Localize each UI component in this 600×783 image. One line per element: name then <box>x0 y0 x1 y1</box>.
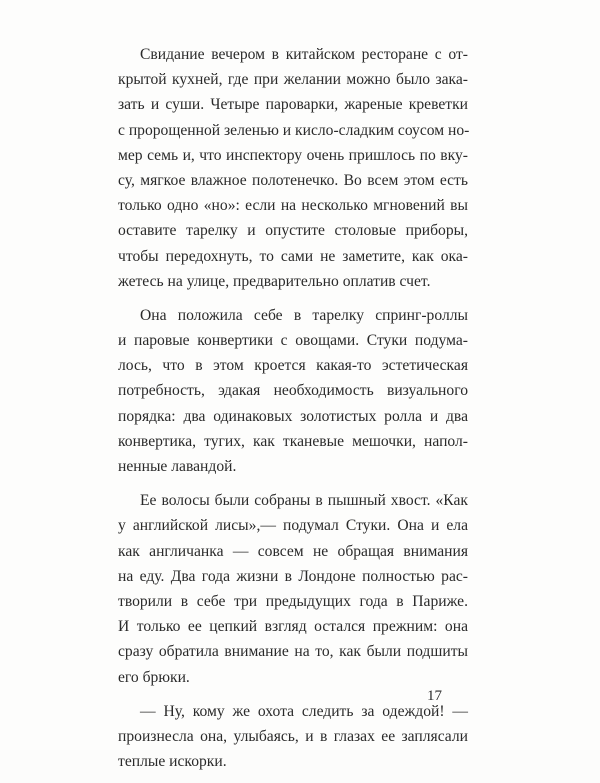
text-line: только одно «но»: если на несколько мгновений вы <box>118 197 468 215</box>
text-line: на еду. Два года жизни в Лондоне полностью рас- <box>118 567 468 585</box>
text-line: Ее волосы были собраны в пышный хвост. «Как <box>140 492 468 510</box>
paragraph <box>118 699 468 775</box>
page-number: 17 <box>427 688 442 704</box>
paragraph <box>118 488 468 690</box>
text-line: потребность, эдакая необходимость визуального <box>118 382 468 400</box>
text-line: как англичанка — совсем не обращая внимания <box>118 542 468 560</box>
text-line: произнесла она, улыбаясь, и в глазах ее заплясали <box>118 727 468 745</box>
text-line: оставите тарелку и опустите столовые приборы, <box>118 222 468 240</box>
text-line: его брюки. <box>118 668 190 686</box>
text-line: и паровые конвертики с овощами. Стуки подума- <box>118 332 468 350</box>
text-line: теплые искорки. <box>118 753 227 771</box>
text-line: сразу обратила внимание на то, как были подшиты <box>118 643 468 661</box>
paragraph <box>118 303 468 479</box>
text-line: с пророщенной зеленью и кисло-сладким соусом но- <box>118 121 470 139</box>
text-line: Свидание вечером в китайском ресторане с от- <box>140 46 468 63</box>
body-text <box>118 42 468 783</box>
text-line: — Ну, кому же охота следить за одеждой! — <box>140 702 468 720</box>
text-line: конвертика, тугих, как тканевые мешочки, напол- <box>118 432 468 450</box>
paragraph <box>118 42 468 294</box>
text-line: зать и суши. Четыре пароварки, жареные креветки <box>118 96 468 114</box>
text-line: лось, что в этом кроется какая-то эстетическая <box>118 357 468 375</box>
text-line: су, мягкое влажное полотенечко. Во всем этом есть <box>118 171 468 189</box>
text-line: чтобы передохнуть, то сами не заметите, как ока- <box>118 247 468 265</box>
text-line: ненные лавандой. <box>118 458 237 475</box>
text-line: мер семь и, что инспектору очень пришлось по вку- <box>118 146 468 164</box>
text-line: творили в себе три предыдущих года в Париже. <box>118 592 468 610</box>
text-line: крытой кухней, где при желании можно было зака- <box>118 71 468 89</box>
text-line: жетесь на улице, предварительно оплатив счет. <box>118 272 431 290</box>
text-line: Она положила себе в тарелку спринг-роллы <box>140 306 468 324</box>
text-line: И только ее цепкий взгляд остался прежним: она <box>118 618 468 636</box>
text-line: порядка: два одинаковых золотистых ролла и два <box>118 407 468 425</box>
text-line: у английской лисы»,— подумал Стуки. Она и ела <box>118 517 468 535</box>
